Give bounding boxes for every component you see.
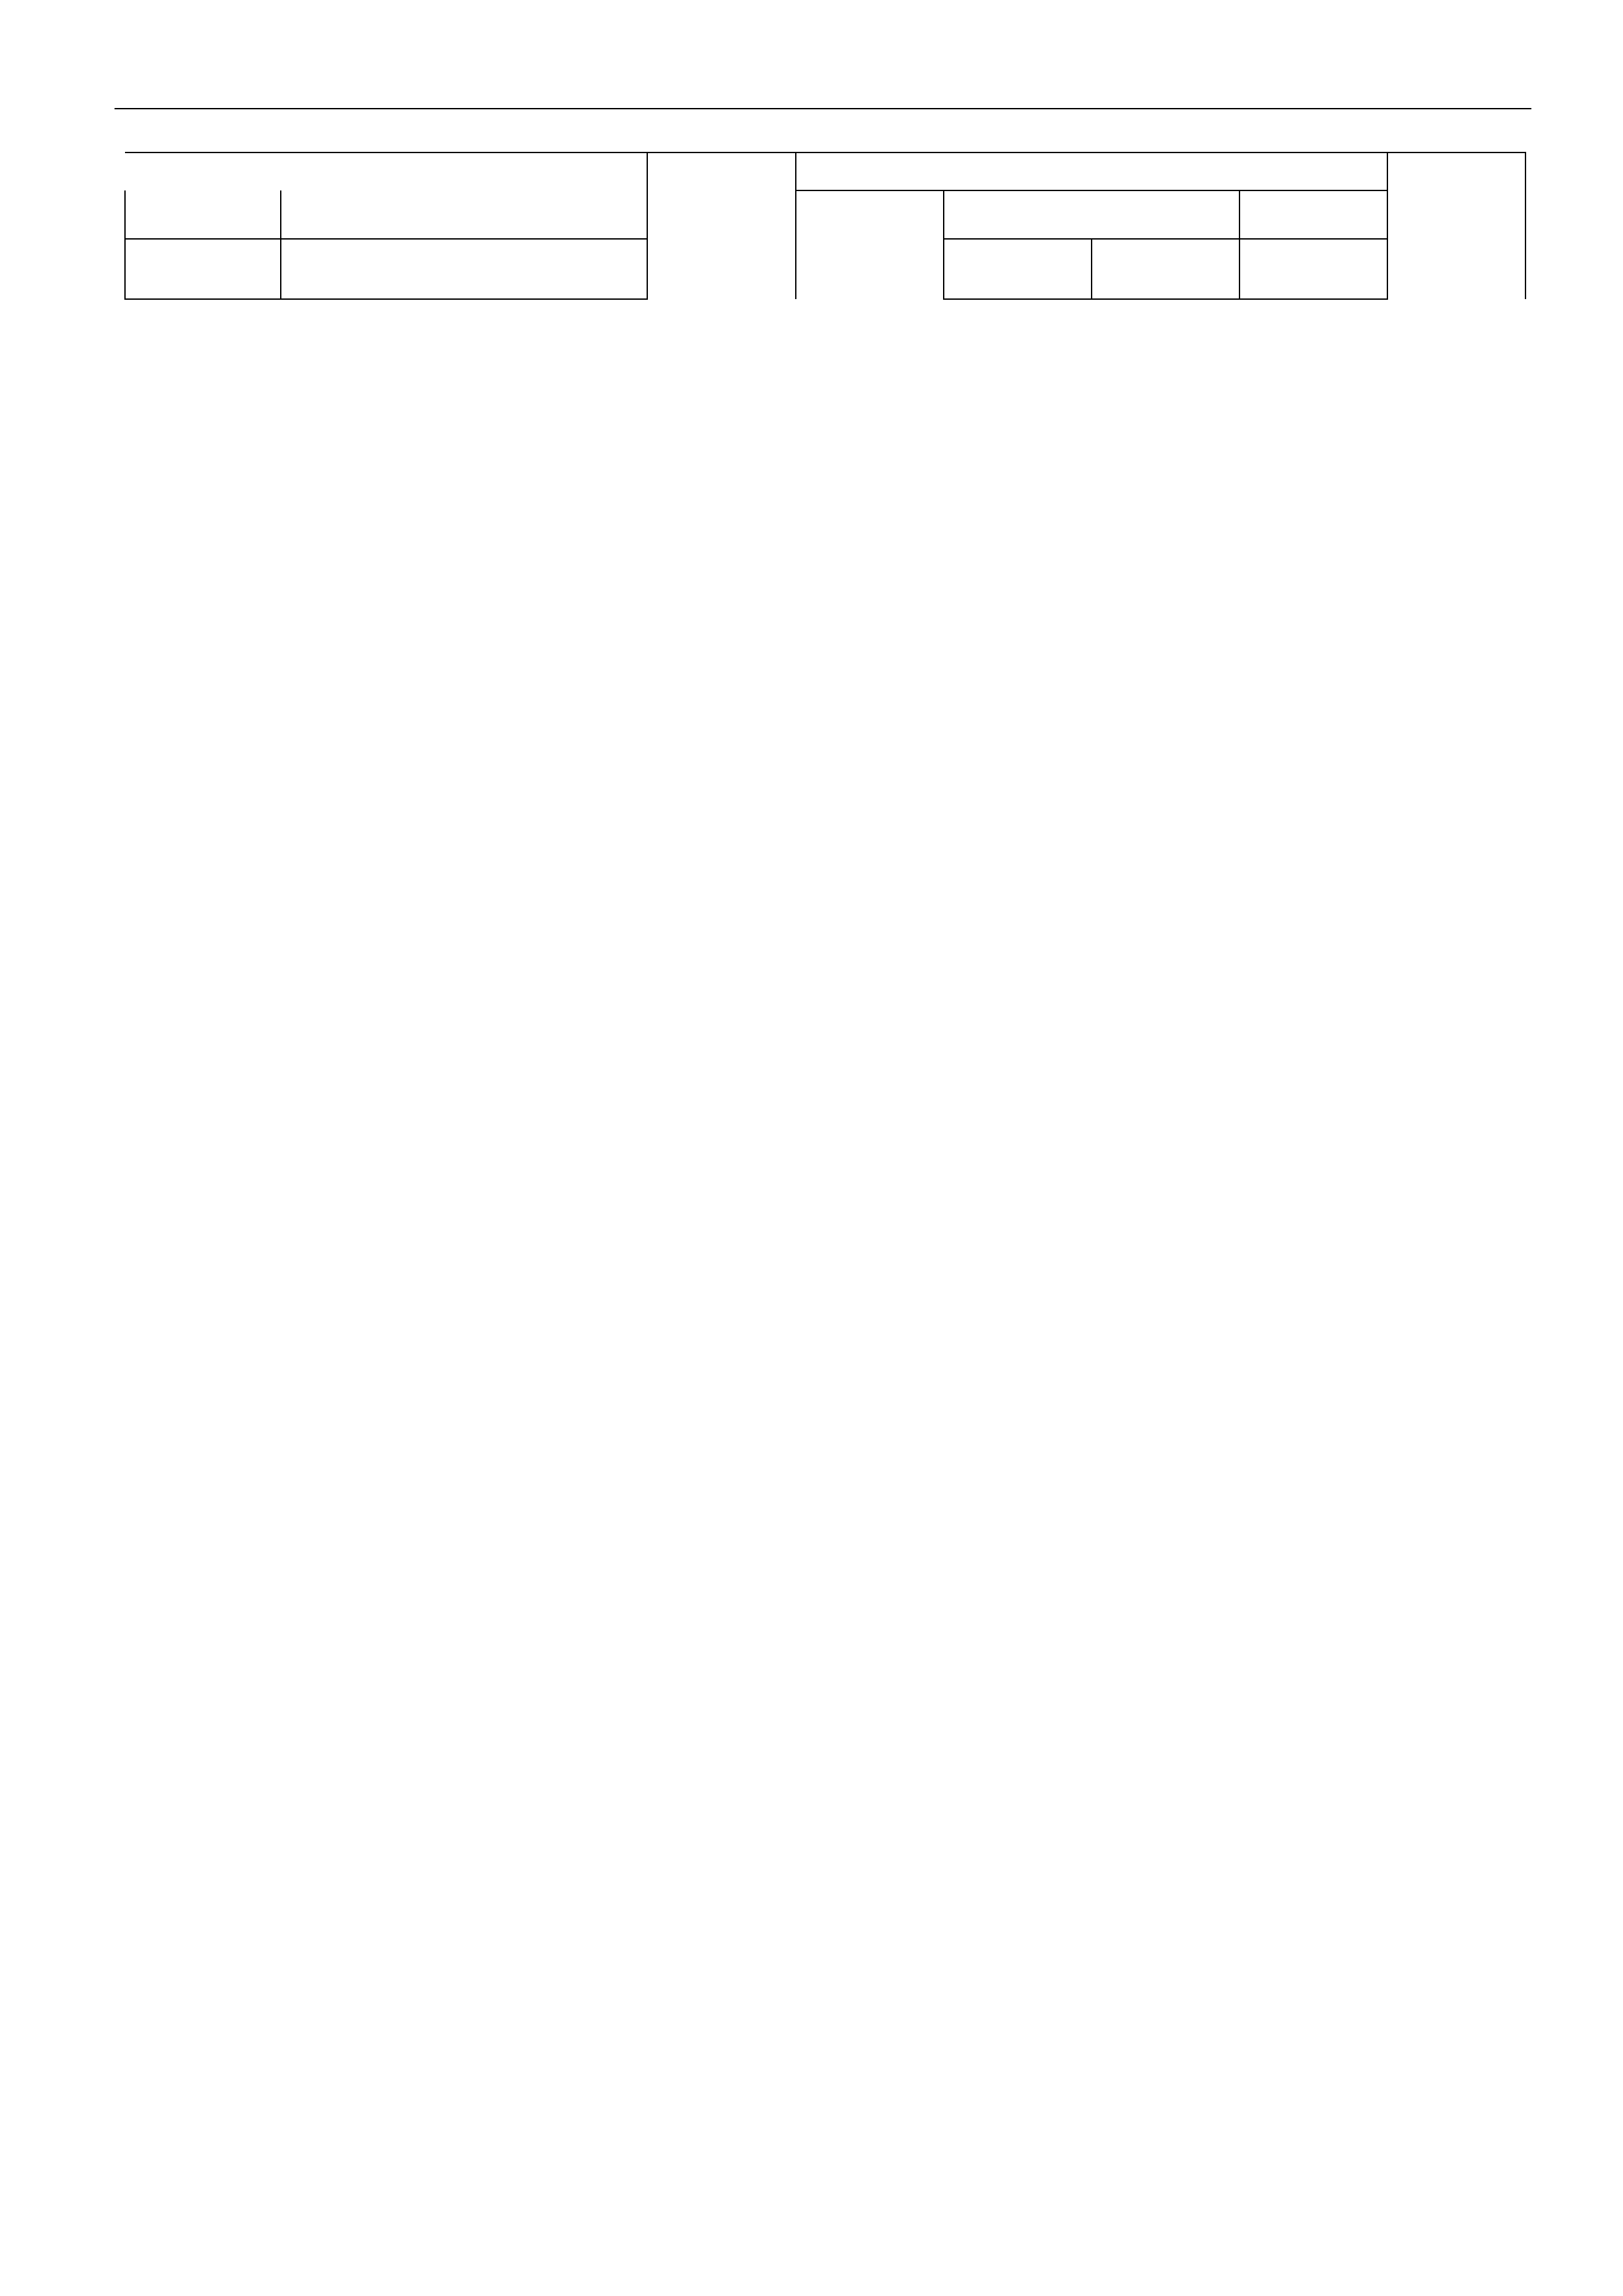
header-blank-workers (796, 190, 944, 299)
rates-table (124, 152, 1526, 300)
header-blank (125, 152, 647, 190)
header-incl-machinists (1092, 239, 1240, 299)
header-works-name (281, 190, 647, 239)
header-materials-expense (1240, 239, 1387, 299)
header-codes-materials (125, 239, 281, 299)
running-header (115, 62, 1531, 109)
header-incl-rub (796, 152, 1387, 190)
header-rate-numbers (125, 190, 281, 239)
header-blank-labor (1387, 152, 1525, 299)
header-total (944, 239, 1092, 299)
header-blank-direct (647, 152, 796, 299)
header-materials-name (281, 239, 647, 299)
header-materials (1240, 190, 1387, 239)
header-machines (944, 190, 1240, 239)
